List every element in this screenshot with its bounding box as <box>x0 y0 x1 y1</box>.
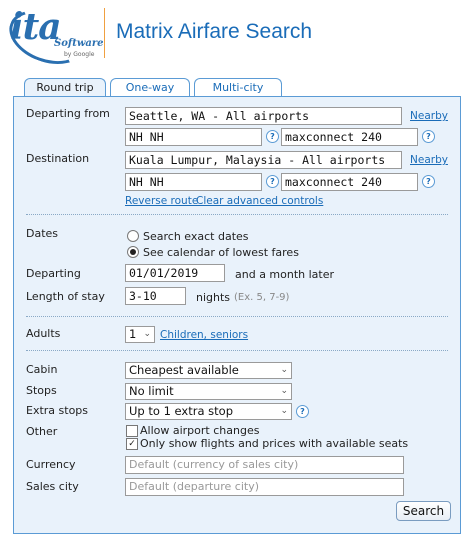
departing-label: Departing <box>26 267 81 280</box>
length-of-stay-label: Length of stay <box>26 290 105 303</box>
question-mark-icon[interactable]: ? <box>422 130 435 143</box>
section-divider <box>26 214 448 215</box>
stops-label: Stops <box>26 384 57 397</box>
logo-ita-text: ita <box>10 6 61 48</box>
section-divider <box>26 316 448 317</box>
destination-route-code-input[interactable]: NH NH <box>125 173 262 191</box>
calendar-fares-label: See calendar of lowest fares <box>143 246 299 259</box>
question-mark-icon[interactable]: ? <box>266 130 279 143</box>
origin-nearby-link[interactable]: Nearby <box>410 110 448 122</box>
tab-round-trip[interactable]: Round trip <box>24 78 106 97</box>
length-of-stay-input[interactable]: 3-10 <box>125 287 186 305</box>
destination-input[interactable]: Kuala Lumpur, Malaysia - All airports <box>125 151 402 169</box>
currency-label: Currency <box>26 458 76 471</box>
origin-input[interactable]: Seattle, WA - All airports <box>125 107 402 125</box>
allow-airport-changes-checkbox[interactable] <box>126 425 138 437</box>
clear-advanced-controls-link[interactable]: Clear advanced controls <box>196 195 324 207</box>
nights-label: nights <box>196 291 231 304</box>
chevron-down-icon: ⌄ <box>143 329 151 339</box>
dates-label: Dates <box>26 227 59 240</box>
adults-select[interactable] <box>125 326 155 343</box>
cabin-label: Cabin <box>26 363 58 376</box>
reverse-route-link[interactable]: Reverse route <box>125 195 199 207</box>
departing-from-label: Departing from <box>26 107 110 120</box>
departing-date-input[interactable]: 01/01/2019 <box>125 264 225 282</box>
page-title: Matrix Airfare Search <box>116 20 313 43</box>
origin-extension-input[interactable]: maxconnect 240 <box>281 128 418 146</box>
adults-value: 1 <box>129 327 137 341</box>
sales-city-label: Sales city <box>26 480 79 493</box>
stops-select[interactable] <box>125 383 292 400</box>
children-seniors-link[interactable]: Children, seniors <box>160 329 249 341</box>
stops-value: No limit <box>129 384 174 398</box>
departing-date-suffix: and a month later <box>235 268 335 281</box>
tab-one-way[interactable]: One-way <box>110 78 190 96</box>
calendar-fares-radio[interactable] <box>127 246 139 258</box>
tab-multi-city[interactable]: Multi-city <box>194 78 282 96</box>
chevron-down-icon: ⌄ <box>280 406 288 416</box>
extra-stops-select[interactable] <box>125 403 292 420</box>
section-divider <box>26 350 448 351</box>
destination-nearby-link[interactable]: Nearby <box>410 154 448 166</box>
extra-stops-value: Up to 1 extra stop <box>129 404 233 418</box>
destination-extension-input[interactable]: maxconnect 240 <box>281 173 418 191</box>
sales-city-input[interactable]: Default (departure city) <box>125 478 404 496</box>
chevron-down-icon: ⌄ <box>280 365 288 375</box>
only-available-seats-label: Only show flights and prices with available seats <box>140 437 409 450</box>
only-available-seats-checkbox[interactable] <box>126 438 138 450</box>
cabin-select[interactable] <box>125 362 292 379</box>
length-of-stay-hint: (Ex. 5, 7-9) <box>234 292 290 303</box>
adults-label: Adults <box>26 327 61 340</box>
checkmark-icon: ✓ <box>128 439 136 449</box>
header-divider <box>104 8 105 58</box>
chevron-down-icon: ⌄ <box>280 386 288 396</box>
exact-dates-label: Search exact dates <box>143 230 249 243</box>
question-mark-icon[interactable]: ? <box>296 405 309 418</box>
page-header <box>0 0 470 70</box>
search-form-panel <box>13 96 461 534</box>
ita-software-logo[interactable] <box>8 6 104 62</box>
exact-dates-radio[interactable] <box>127 230 139 242</box>
logo-google-text: by Google <box>64 51 95 58</box>
extra-stops-label: Extra stops <box>26 404 89 417</box>
destination-label: Destination <box>26 152 90 165</box>
cabin-value: Cheapest available <box>129 363 239 377</box>
other-label: Other <box>26 425 58 438</box>
currency-input[interactable]: Default (currency of sales city) <box>125 456 404 474</box>
question-mark-icon[interactable]: ? <box>266 175 279 188</box>
logo-software-text: Software <box>54 38 104 49</box>
search-button[interactable]: Search <box>396 501 451 521</box>
origin-route-code-input[interactable]: NH NH <box>125 128 262 146</box>
question-mark-icon[interactable]: ? <box>422 175 435 188</box>
allow-airport-changes-label: Allow airport changes <box>140 424 260 437</box>
